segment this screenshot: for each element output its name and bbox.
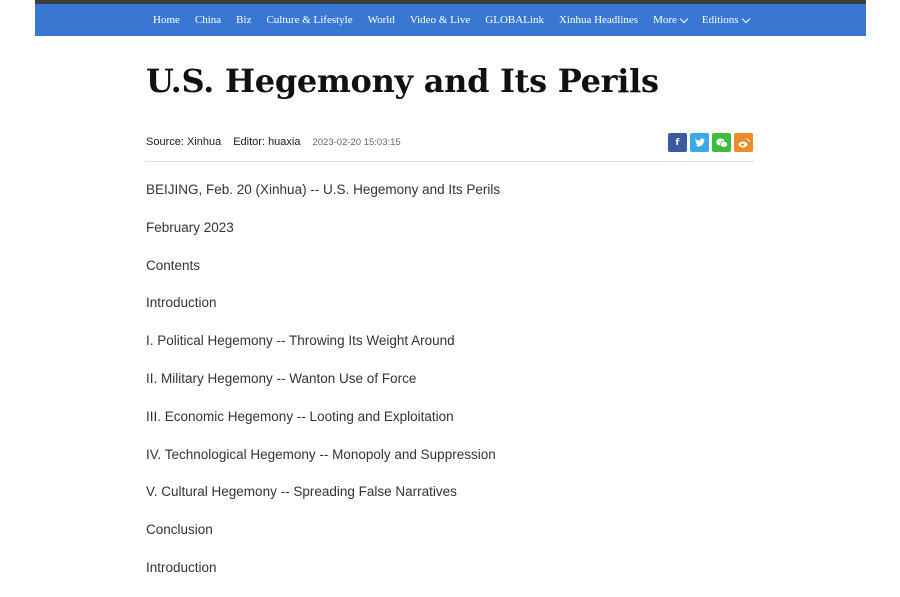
wechat-icon	[716, 138, 728, 148]
article-meta	[146, 134, 401, 150]
chevron-down-icon	[741, 14, 749, 22]
article-paragraph: II. Military Hegemony -- Wanton Use of Force	[146, 370, 417, 386]
nav-culture-lifestyle[interactable]: Culture & Lifestyle	[266, 14, 353, 26]
nav-china[interactable]: China	[194, 14, 222, 26]
article-body	[146, 181, 756, 597]
nav-world[interactable]: World	[367, 14, 395, 26]
nav-editions-dropdown[interactable]	[702, 14, 749, 26]
wechat-share-button[interactable]	[712, 133, 731, 152]
article-paragraph: I. Political Hegemony -- Throwing Its Weight Around	[146, 333, 455, 349]
article-paragraph: Introduction	[146, 295, 217, 311]
nav-video-live[interactable]: Video & Live	[409, 14, 471, 26]
nav-more-dropdown[interactable]	[653, 14, 687, 26]
nav-more-label: More	[653, 14, 677, 26]
nav-biz[interactable]: Biz	[236, 14, 252, 26]
nav-home[interactable]: Home	[153, 14, 180, 26]
article-paragraph: BEIJING, Feb. 20 (Xinhua) -- U.S. Hegemony and Its Perils	[146, 182, 501, 197]
chevron-down-icon	[680, 14, 688, 22]
facebook-share-button[interactable]	[668, 133, 687, 152]
meta-divider	[146, 161, 754, 162]
article-source: Source: Xinhua	[146, 136, 222, 148]
article-paragraph: V. Cultural Hegemony -- Spreading False Narratives	[146, 484, 457, 500]
article-date: 2023-02-20 15:03:15	[312, 136, 401, 148]
weibo-icon	[738, 138, 750, 148]
nav-globalink[interactable]: GLOBALink	[485, 14, 544, 26]
article-paragraph: Contents	[146, 257, 201, 273]
main-nav	[153, 4, 764, 36]
nav-xinhua-headlines[interactable]: Xinhua Headlines	[558, 14, 639, 26]
article-paragraph: Conclusion	[146, 522, 213, 538]
share-buttons	[668, 133, 753, 152]
article-paragraph: Introduction	[146, 559, 217, 575]
article-paragraph: III. Economic Hegemony -- Looting and Exploitation	[146, 408, 454, 424]
twitter-icon	[695, 138, 705, 147]
twitter-share-button[interactable]	[690, 133, 709, 152]
top-navigation-bar	[35, 0, 866, 36]
facebook-icon: f	[675, 137, 680, 148]
article-paragraph: February 2023	[146, 219, 234, 235]
article-editor: Editor: huaxia	[233, 136, 301, 148]
article-title: U.S. Hegemony and Its Perils	[146, 62, 659, 100]
article-paragraph: IV. Technological Hegemony -- Monopoly and Suppression	[146, 446, 496, 462]
nav-editions-label: Editions	[701, 14, 739, 26]
weibo-share-button[interactable]	[734, 133, 753, 152]
